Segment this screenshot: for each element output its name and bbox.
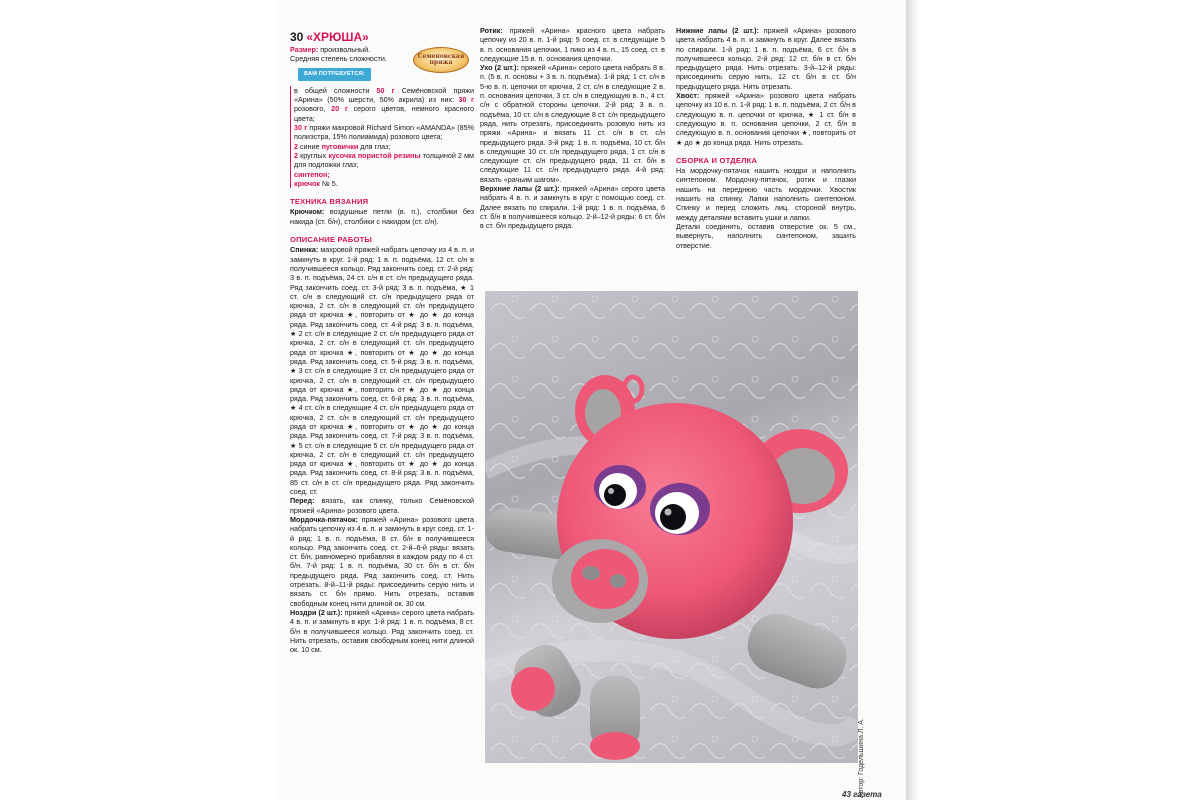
material-terry-yarn: 30 г пряжи махровой Richard Simon «AMANDA» (85% полиэстра, 15% полиамида) розового цвета;: [294, 123, 474, 142]
photo-credit: Автор: Годельшина Л. А.: [858, 718, 865, 798]
work-tail: Хвост: пряжей «Арина» розового цвета набрать цепочку из 10 в. п. 1-й ряд: 1 в. п. подъёма, 2 ст. б/н в следующую в. п. цепочки от крючка, ★ 1 ст. б/н в следующую в. п. основания цепочки, 2 ст. б/н в следующую в. п. основания цепочки ★, повторить от ★ до ★ до конца ряда. Нить отрезать.: [676, 91, 856, 147]
material-hook: крючок № 5.: [294, 178, 338, 188]
work-ear: Ухо (2 шт.): пряжей «Арина» серого цвета набрать 8 в. п. (5 в. п. основы + 3 в. п. подъёма). 1-й ряд: 1 ст. с/н в 5-ю в. п. цепочки от крючка, 2 ст. с/н в следующие 2 в. п. основания цепочки, 3 ст. с/н в следующую в. п., 4 ст. с/н с обратной стороны цепочки. 2-й ряд: 3 в. п. подъёма, 10 ст. с/н в следующие 8 ст. с/н предыдущего ряда, нить отрезать, присоединить розовую нить из пряжи «Арина» и вязать 11 ст. с/н в ст. с/н предыдущего ряда. 3-й ряд: 1 в. п. подъёма, 10 ст. б/н в следующие 10 ст. с/н предыдущего ряда, 1 ст. с/н в следующие ст. с/н предыдущего ряда, 11 ст. б/н в следующие 11 ст. с/н предыдущего ряда. 4-й ряд: вязать «рачьим шагом».: [480, 63, 665, 184]
work-upper-paws: Верхние лапы (2 шт.): пряжей «Арина» серого цвета набрать 4 в. п. и замкнуть в круг с помощью соед. ст. Далее вязать по спирали. 1-й ряд: 1 в. п. подъёма, 6 ст. б/н в получившееся кольцо. 2-й–12-й ряды: 6 ст. б/н в ст. б/н предыдущего ряда.: [480, 184, 665, 231]
pattern-number: 30: [290, 30, 304, 44]
column-left: [290, 30, 474, 654]
column-right: [676, 26, 856, 250]
work-nostrils: Ноздри (2 шт.): пряжей «Арина» серого цвета набрать 4 в. п. и замкнуть в круг. 1-й ряд: 1 в. п. подъёма, 8 ст. б/н в получившееся кольцо. Ряд закончить соед. ст. Нить отрезать, оставив свободным конец нити длиной ок. 10 см.: [290, 607, 474, 655]
page-number: 43 газета: [842, 790, 882, 799]
technique-text: Крючком: воздушные петли (в. п.), столбики без накида (ст. б/н), столбики с накидом (ст. с/н).: [290, 207, 474, 226]
work-lower-paws: Нижние лапы (2 шт.): пряжей «Арина» розового цвета набрать 4 в. п. и замкнуть в круг. Далее вязать по спирали. 1-й ряд: 1 в. п. подъёма, 6 ст. б/н в получившееся кольцо. 2-й ряд: 12 ст. б/н в ст. б/н предыдущего ряда. Нить отрезать. 3-й–12-й ряды: присоединить серую нить, 12 ст. б/н в ст. б/н предыдущего ряда. Нить отрезать.: [676, 26, 856, 91]
left-eye-button: [604, 484, 626, 506]
size-value: произвольный.: [320, 45, 371, 54]
difficulty-line: Средняя степень сложности.: [290, 54, 387, 64]
pattern-name: «ХРЮША»: [306, 30, 369, 44]
toy-photo: [485, 291, 858, 763]
materials-banner: ВАМ ПОТРЕБУЕТСЯ:: [298, 68, 371, 81]
work-front: Перед: вязать, как спинку, только Семёновской пряжей «Арина» розового цвета.: [290, 496, 474, 515]
pattern-title: [290, 30, 474, 44]
assembly-text-2: Детали соединить, оставив отверстие ок. 5 см., вывернуть, наполнить синтепоном, зашить отверстие.: [676, 221, 856, 250]
right-eye-button: [660, 504, 686, 530]
materials-list: [290, 86, 474, 188]
assembly-text: На мордочку-пятачок нашить ноздри и наполнить синтепоном. Мордочку-пятачок, ротик и глазки нашить на переднюю часть мордочки. Хвостик нашить на спинку. Лапки наполнить синтепоном. Спинку и перед сложить лиц. стороной внутрь, между деталями вставить ушки и лапки.: [676, 166, 856, 222]
size-label: Размер:: [290, 45, 319, 54]
nostril-icon: [582, 566, 600, 580]
work-mouth: Ротик: пряжей «Арина» красного цвета набрать цепочку из 20 в. п. 1-й ряд: 5 соед. ст. в следующие 5 в. п. основания цепочки, 1 пико из 4 в. п., 15 соед. ст. в следующие 15 в. п. основания цепочки.: [480, 26, 665, 63]
technique-heading: ТЕХНИКА ВЯЗАНИЯ: [290, 197, 369, 207]
material-yarn: в общей сложности 50 г Семёновской пряжи «Арина» (50% шерсти, 50% акрила) из них: 30 г розового, 20 г серого цветов, немного красного цвета;: [294, 85, 474, 123]
column-middle: [480, 26, 665, 231]
assembly-heading: СБОРКА И ОТДЕЛКА: [676, 155, 758, 165]
material-filling: синтепон;: [294, 169, 330, 179]
brand-logo: Семеновская пряжа: [413, 47, 469, 73]
work-back: Спинка: махровой пряжей набрать цепочку из 4 в. п. и замкнуть в круг. 1-й ряд: 1 в. п. подъёма, 12 ст. с/н в получившееся кольцо. Ряд закончить соед. ст. 2-й ряд: 3 в. п. подъёма, 24 ст. с/н в ст. с/н предыдущего ряда. Ряд закончить соед. ст. 3-й ряд: 3 в. п. подъёма, ★ 1 ст. с/н в следующий ст. с/н предыдущего ряда от крючка, 2 ст. с/н в следующий ст. с/н предыдущего ряда от крючка ★, повторить от ★ до ★ до конца ряда. Ряд закончить соед. ст. 4-й ряд: 3 в. п. подъёма, ★ 2 ст. с/н в следующие 2 ст. с/н предыдущего ряда от крючка, 2 ст. с/н в следующий ст. с/н предыдущего ряда от крючка ★, повторить от ★ до ★ до конца ряда. Ряд закончить соед. ст. 5-й ряд: 3 в. п. подъёма, ★ 3 ст. с/н в следующие 3 ст. с/н предыдущего ряда от крючка, 2 ст. с/н в следующий ст. с/н предыдущего ряда от крючка ★, повторить от ★ до ★ до конца ряда. Ряд закончить соед. ст. 6-й ряд: 3 в. п. подъёма, ★ 4 ст. с/н в следующие 4 ст. с/н предыдущего ряда от крючка, 2 ст. с/н в следующий ст. с/н предыдущего ряда от крючка ★, повторить от ★ до ★ до конца ряда. Ряд закончить соед. ст. 7-й ряд: 3 в. п. подъёма, ★ 5 ст. с/н в следующие 5 ст. с/н предыдущего ряда от крючка, 2 ст. с/н в следующий ст. с/н предыдущего ряда от крючка ★, повторить от ★ до ★ до конца ряда. Ряд закончить соед. ст. 8-й ряд: 3 в. п. подъёма, 85 ст. с/н в ст. с/н предыдущего ряда. Ряд закончить соед. ст.: [290, 245, 474, 497]
material-foam: 2 круглых кусочка пористой резины толщиной 2 мм для подложки глаз;: [294, 150, 474, 170]
material-buttons: 2 синие пуговички для глаз;: [294, 141, 391, 151]
pig-toy-illustration: [485, 291, 858, 763]
page-spine: [906, 0, 920, 800]
work-heading: ОПИСАНИЕ РАБОТЫ: [290, 235, 373, 245]
work-snout: Мордочка-пятачок: пряжей «Арина» розового цвета набрать цепочку из 4 в. п. и замкнуть в круг соед. ст. 1-й ряд: 1 в. п. подъёма, 8 ст. б/н в получившееся кольцо. Ряд закончить соед. ст. 2-й–6-й ряды: вязать ст. б/н, равномерно прибавляя в каждом ряду по 4 ст. б/н. 7-й ряд: 1 в. п. подъёма, 30 ст. б/н в ст. б/н предыдущего ряда. Ряд закончить соед. ст. Нить отрезать. 8-й–11-й ряды: присоединить серую нить и вязать ст. б/н прямо. Нить отрезать, оставив свободным конец нити длиной ок. 30 см.: [290, 514, 474, 608]
